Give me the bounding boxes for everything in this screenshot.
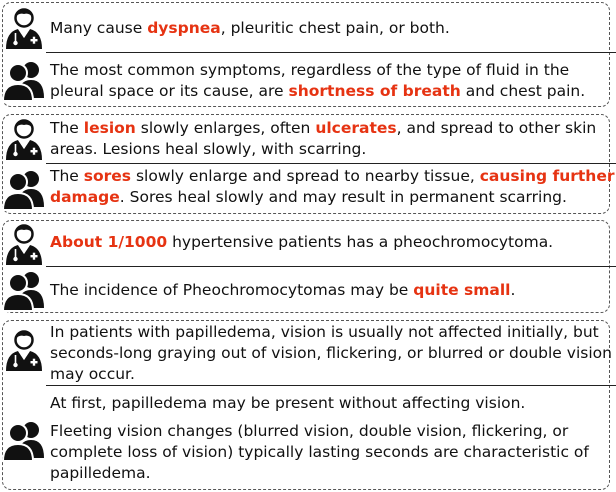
text-segment: The (50, 167, 84, 185)
text-segment: slowly enlarge and spread to nearby tissue, (131, 167, 480, 185)
text-line (50, 60, 585, 81)
highlighted-keyword: damage (50, 188, 120, 206)
text-segment: complete loss of vision) typically lasting seconds are characteristic of (50, 443, 589, 461)
doctor-text-2 (50, 118, 596, 160)
separator-1 (46, 52, 616, 53)
text-line (50, 364, 612, 385)
text-segment: . (510, 281, 516, 299)
text-line (50, 166, 615, 187)
text-line (50, 322, 612, 343)
text-segment: seconds-long graying out of vision, flickering, or blurred or double vision (50, 344, 612, 362)
text-segment: areas. Lesions heal slowly, with scarring. (50, 140, 367, 158)
text-line (50, 118, 596, 139)
highlighted-keyword: quite small (413, 281, 511, 299)
text-line (50, 343, 612, 364)
text-segment: Many cause (50, 19, 148, 37)
highlighted-keyword: lesion (83, 119, 136, 137)
patient-icon (2, 268, 46, 312)
text-segment: , and spread to other skin (396, 119, 597, 137)
highlighted-keyword: shortness of breath (288, 82, 461, 100)
text-segment: hypertensive patients has a pheochromocytoma. (167, 233, 554, 251)
text-segment: Fleeting vision changes (blurred vision, double vision, flickering, or (50, 422, 569, 440)
separator-3 (46, 266, 616, 267)
highlighted-keyword: About 1/1000 (50, 233, 168, 251)
text-segment: At first, papilledema may be present without affecting vision. (50, 394, 526, 412)
text-segment: The most common symptoms, regardless of the type of fluid in the (50, 61, 570, 79)
text-line (50, 81, 585, 102)
text-segment: may occur. (50, 365, 135, 383)
separator-4 (46, 385, 616, 386)
text-segment: The (50, 119, 84, 137)
text-segment: slowly enlarges, often (135, 119, 316, 137)
text-line (50, 139, 596, 160)
text-line (50, 232, 553, 253)
text-segment: pleural space or its cause, are (50, 82, 289, 100)
highlighted-keyword: causing further (479, 167, 615, 185)
doctor-icon (2, 6, 46, 50)
text-line (50, 280, 515, 301)
highlighted-keyword: ulcerates (315, 119, 397, 137)
highlighted-keyword: dyspnea (147, 19, 221, 37)
text-segment: . Sores heal slowly and may result in permanent scarring. (119, 188, 567, 206)
patient-icon (2, 418, 46, 462)
doctor-text-1 (50, 18, 450, 39)
highlighted-keyword: sores (83, 167, 132, 185)
separator-2 (46, 163, 616, 164)
text-segment: and chest pain. (460, 82, 586, 100)
text-line (50, 442, 589, 463)
text-segment: In patients with papilledema, vision is usually not affected initially, but (50, 323, 599, 341)
text-line (50, 18, 450, 39)
patient-icon (2, 167, 46, 211)
text-segment: , pleuritic chest pain, or both. (220, 19, 450, 37)
patient-icon (2, 58, 46, 102)
patient-text-4 (50, 421, 589, 484)
doctor-text-3 (50, 232, 553, 253)
doctor-icon (2, 117, 46, 161)
patient-text-1 (50, 60, 585, 102)
doctor-icon (2, 222, 46, 266)
doctor-text-4 (50, 322, 612, 385)
text-line (50, 393, 525, 414)
text-line (50, 187, 615, 208)
patient-text-4a (50, 393, 525, 414)
patient-text-3 (50, 280, 515, 301)
patient-text-2 (50, 166, 615, 208)
text-line (50, 421, 589, 442)
doctor-icon (2, 328, 46, 372)
text-segment: papilledema. (50, 464, 151, 482)
text-line (50, 463, 589, 484)
text-segment: The incidence of Pheochromocytomas may be (50, 281, 414, 299)
